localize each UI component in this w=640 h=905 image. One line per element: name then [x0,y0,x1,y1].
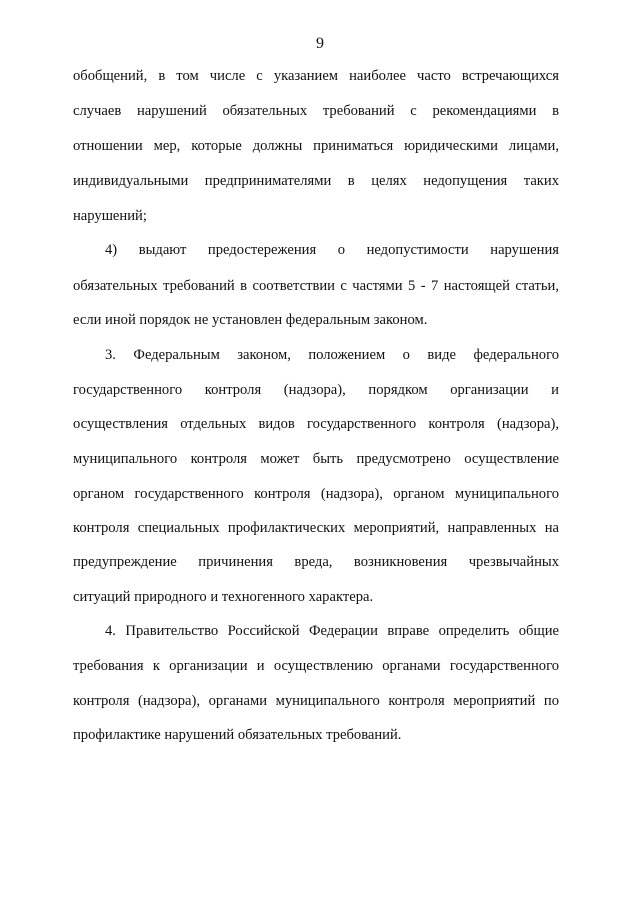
text-line: осуществления отдельных видов государственного контроля (надзора), [73,416,559,432]
text-line: требования к организации и осуществлению органами государственного [73,658,559,674]
text-line: предупреждение причинения вреда, возникновения чрезвычайных [73,554,559,570]
text-line: случаев нарушений обязательных требований с рекомендациями в [73,103,559,119]
text-line: обязательных требований в соответствии с частями 5 - 7 настоящей статьи, [73,278,559,294]
text-line: обобщений, в том числе с указанием наиболее часто встречающихся [73,68,559,84]
text-line: органом государственного контроля (надзора), органом муниципального [73,486,559,502]
text-line: нарушений; [73,208,147,224]
text-line: индивидуальными предпринимателями в целях недопущения таких [73,173,559,189]
text-line: муниципального контроля может быть предусмотрено осуществление [73,451,559,467]
text-line: государственного контроля (надзора), порядком организации и [73,382,559,398]
text-line: 4) выдают предостережения о недопустимости нарушения [105,242,559,258]
text-line: отношении мер, которые должны приниматься юридическими лицами, [73,138,559,154]
text-line: контроля специальных профилактических мероприятий, направленных на [73,520,559,536]
text-line: ситуаций природного и техногенного характера. [73,589,374,605]
text-line: контроля (надзора), органами муниципального контроля мероприятий по [73,693,559,709]
text-line: 3. Федеральным законом, положением о виде федерального [105,347,559,363]
text-line: 4. Правительство Российской Федерации вправе определить общие [105,623,559,639]
text-line: профилактике нарушений обязательных требований. [73,727,402,743]
text-line: если иной порядок не установлен федеральным законом. [73,312,428,328]
page-number: 9 [316,35,324,52]
